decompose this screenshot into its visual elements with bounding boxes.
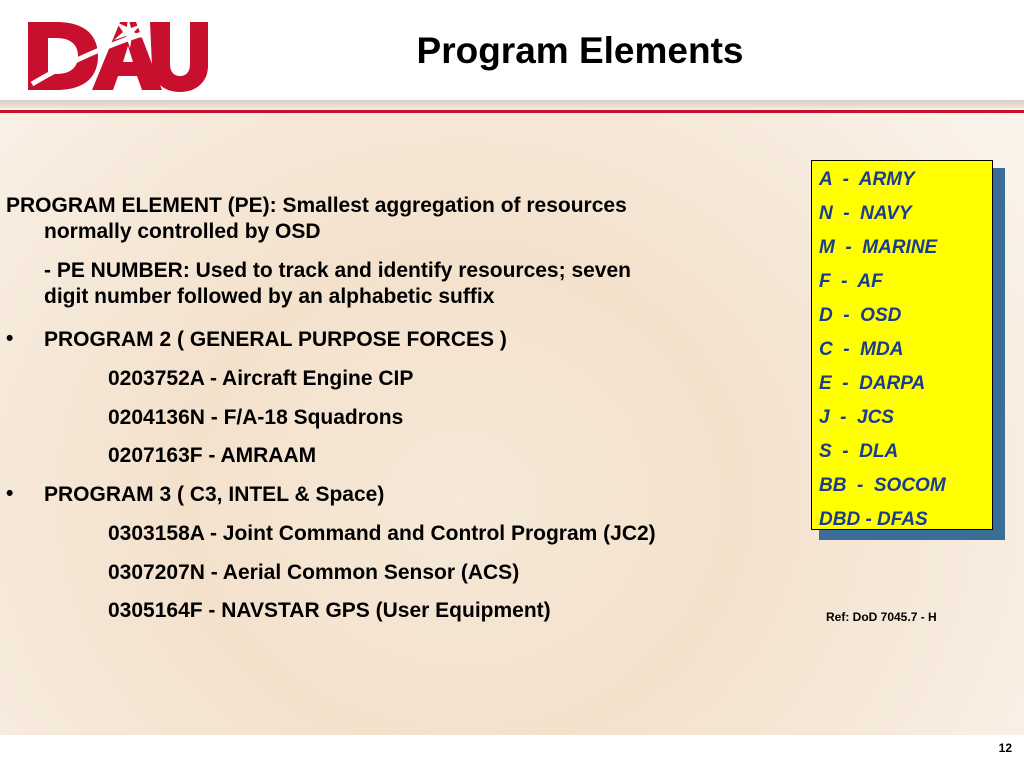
abbreviation-item: D - OSD [819,305,902,326]
abbreviation-item: C - MDA [819,339,904,360]
program3-entry: 0303158A - Joint Command and Control Program (JC2) [108,522,656,545]
pe-definition-line1: PROGRAM ELEMENT (PE): Smallest aggregation of resources [6,194,627,217]
bullet-icon: • [6,327,14,350]
page-title: Program Elements [416,30,744,71]
abbreviation-item: S - DLA [819,441,899,462]
abbreviation-item: F - AF [819,271,883,292]
abbreviation-item: BB - SOCOM [819,475,946,496]
abbreviation-item: DBD - DFAS [819,509,928,530]
program2-entry: 0203752A - Aircraft Engine CIP [108,367,414,390]
pe-number-line1: - PE NUMBER: Used to track and identify resources; seven [44,259,631,282]
pe-number-line2: digit number followed by an alphabetic suffix [44,285,495,308]
header-band [0,0,1024,100]
footer-band [0,735,1024,768]
pe-definition-line2: normally controlled by OSD [44,220,321,243]
bullet-icon: • [6,482,14,505]
dau-logo [22,14,212,94]
abbreviation-item: E - DARPA [819,373,926,394]
abbreviation-item: A - ARMY [819,169,915,190]
program2-entry: 0207163F - AMRAAM [108,444,317,467]
abbreviation-item: M - MARINE [819,237,938,258]
abbreviation-item: J - JCS [819,407,894,428]
program2-entry: 0204136N - F/A-18 Squadrons [108,406,404,429]
abbreviation-item: N - NAVY [819,203,912,224]
header-divider [0,100,1024,108]
abbreviation-box [811,160,993,530]
program3-heading: PROGRAM 3 ( C3, INTEL & Space) [44,483,385,506]
header-accent-line [0,110,1024,113]
program3-entry: 0307207N - Aerial Common Sensor (ACS) [108,561,520,584]
reference-note: Ref: DoD 7045.7 - H [826,610,937,624]
program3-entry: 0305164F - NAVSTAR GPS (User Equipment) [108,599,551,622]
program2-heading: PROGRAM 2 ( GENERAL PURPOSE FORCES ) [44,328,507,351]
page-number: 12 [998,741,1012,755]
